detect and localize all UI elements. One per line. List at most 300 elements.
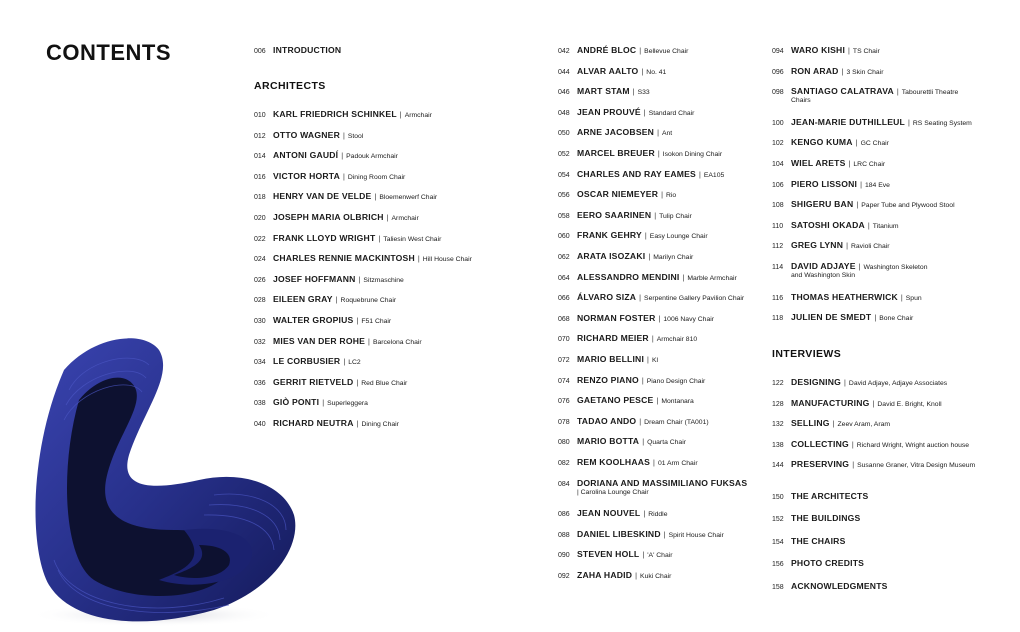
page-number: 076 <box>558 398 570 406</box>
separator: | <box>630 87 637 97</box>
toc-entry[interactable] <box>558 395 694 407</box>
separator: | <box>354 419 361 428</box>
entry-subtitle: LC2 <box>348 359 361 367</box>
entry-subtitle: 1006 Navy Chair <box>663 315 715 323</box>
page-number: 122 <box>772 380 784 387</box>
toc-entry[interactable] <box>558 45 688 57</box>
entry-subtitle: Quarta Chair <box>647 439 686 447</box>
entry-subtitle: Armchair <box>391 215 419 222</box>
entry-name: JOSEF HOFFMANN <box>273 273 356 284</box>
separator: | <box>641 509 648 519</box>
entry-name: PRESERVING <box>791 459 850 470</box>
separator: | <box>637 293 644 303</box>
toc-entry[interactable] <box>558 210 692 222</box>
entry-name: VICTOR HORTA <box>273 170 341 181</box>
entry-name: GAETANO PESCE <box>577 395 654 406</box>
entry-subtitle: Roquebrune Chair <box>340 297 397 305</box>
entry-name: GIÒ PONTI <box>273 397 320 408</box>
toc-entry[interactable] <box>772 158 885 170</box>
entry-name: CHARLES RENNIE MACKINTOSH <box>273 253 415 264</box>
page-number: 036 <box>254 379 266 387</box>
toc-entry[interactable] <box>558 86 650 98</box>
entry-name: JULIEN DE SMEDT <box>791 312 872 323</box>
separator: | <box>651 458 657 467</box>
entry-name: MART STAM <box>577 86 630 97</box>
page-number: 102 <box>772 140 784 148</box>
entry-name: ANTONI GAUDÍ <box>273 150 339 161</box>
entry-name: SATOSHI OKADA <box>791 219 865 230</box>
entry-subtitle: Dining Room Chair <box>347 173 406 181</box>
entry-subtitle: 'A' Chair <box>647 552 673 560</box>
entry-subtitle: Stool <box>347 132 364 140</box>
entry-subtitle: EA105 <box>703 171 725 179</box>
entry-subtitle: Bone Chair <box>879 315 914 323</box>
toc-entry[interactable] <box>558 127 672 139</box>
entry-subtitle: TS Chair <box>852 48 880 55</box>
toc-entry[interactable] <box>772 581 888 593</box>
separator: | <box>637 46 644 55</box>
entry-subtitle: No. 41 <box>646 68 667 76</box>
toc-entry[interactable] <box>772 137 889 149</box>
separator: | <box>858 179 864 189</box>
toc-entry[interactable] <box>772 45 880 57</box>
entry-subtitle: Red Blue Chair <box>361 379 408 387</box>
toc-entry[interactable] <box>558 251 693 263</box>
entry-name: REM KOOLHAAS <box>577 457 651 467</box>
entry-subtitle: Hill House Chair <box>422 256 472 264</box>
entry-subtitle: Marilyn Chair <box>653 254 694 261</box>
separator: | <box>844 241 850 251</box>
entry-subtitle: Bloemenwerf Chair <box>379 194 438 202</box>
page-number: 058 <box>558 212 570 220</box>
separator: | <box>654 396 661 406</box>
toc-entry-introduction[interactable] <box>254 45 341 57</box>
page-number: 044 <box>558 68 570 76</box>
toc-entry[interactable] <box>772 179 890 191</box>
entry-subtitle: Marble Armchair <box>687 274 737 282</box>
page-number: 156 <box>772 561 784 569</box>
separator: | <box>652 210 659 220</box>
page-number: 070 <box>558 336 570 344</box>
page-number: 032 <box>254 338 266 346</box>
entry-name: KARL FRIEDRICH SCHINKEL <box>273 109 397 119</box>
entry-subtitle: Standard Chair <box>648 109 695 117</box>
toc-entry[interactable] <box>772 199 955 211</box>
entry-name: MANUFACTURING <box>791 397 870 408</box>
page-number: 138 <box>772 441 784 449</box>
page-number: 040 <box>254 421 266 428</box>
blue-chair-illustration <box>24 330 304 630</box>
entry-name: EILEEN GRAY <box>273 294 333 305</box>
separator: | <box>842 378 848 387</box>
entry-name: JEAN PROUVÉ <box>577 106 641 117</box>
toc-entry[interactable] <box>772 459 975 471</box>
entry-subtitle: | Carolina Lounge Chair <box>577 488 649 496</box>
entry-subtitle: Easy Lounge Chair <box>649 233 708 241</box>
entry-name: ÁLVARO SIZA <box>577 292 637 303</box>
toc-entry[interactable] <box>254 418 399 430</box>
page-number: 056 <box>558 192 570 200</box>
entry-name: COLLECTING <box>791 438 849 449</box>
entry-subtitle: S33 <box>637 89 650 97</box>
toc-entry[interactable] <box>772 418 890 430</box>
page-number: 088 <box>558 531 570 539</box>
entry-name: INTRODUCTION <box>273 45 342 55</box>
toc-entry[interactable] <box>558 549 673 561</box>
separator: | <box>696 169 703 179</box>
separator: | <box>415 254 422 264</box>
entry-name: WIEL ARETS <box>791 158 846 168</box>
page-number: 080 <box>558 439 570 447</box>
entry-subtitle: Titanium <box>872 222 899 230</box>
separator: | <box>659 190 665 200</box>
entry-subtitle: Montanara <box>661 398 694 406</box>
page-number: 064 <box>558 274 570 282</box>
separator: | <box>340 130 347 140</box>
page-number: 038 <box>254 400 266 408</box>
page-number: 116 <box>772 294 784 302</box>
entry-subtitle: Spirit House Chair <box>668 531 724 539</box>
separator: | <box>849 439 856 449</box>
toc-entry[interactable] <box>254 191 437 203</box>
page-number: 028 <box>254 297 266 305</box>
entry-name: STEVEN HOLL <box>577 549 640 560</box>
entry-name: RICHARD MEIER <box>577 333 649 344</box>
toc-entry[interactable] <box>772 117 972 129</box>
separator: | <box>341 171 347 181</box>
entry-subtitle: Bellevue Chair <box>644 48 689 55</box>
entry-subtitle: Superleggera <box>327 400 368 408</box>
page-number: 152 <box>772 516 784 524</box>
entry-name: NORMAN FOSTER <box>577 312 656 323</box>
page-number: 150 <box>772 494 784 501</box>
toc-entry[interactable] <box>558 230 708 242</box>
page-number: 158 <box>772 583 784 591</box>
page-number: 110 <box>772 222 784 230</box>
page-number: 018 <box>254 194 266 202</box>
entry-name: OSCAR NIEMEYER <box>577 189 659 200</box>
separator: | <box>341 357 348 367</box>
toc-entry[interactable] <box>772 261 928 279</box>
entry-subtitle-line2: Chairs <box>791 97 811 105</box>
entry-subtitle: Isokon Dining Chair <box>662 151 723 158</box>
toc-entry[interactable] <box>558 436 686 448</box>
entry-name: ZAHA HADID <box>577 570 633 580</box>
entry-name: DESIGNING <box>791 377 842 387</box>
entry-subtitle: Ravioli Chair <box>850 243 890 251</box>
page-number: 024 <box>254 256 266 264</box>
entry-subtitle: LRC Chair <box>853 161 886 168</box>
page-number: 114 <box>772 264 784 271</box>
entry-name: OTTO WAGNER <box>273 129 340 140</box>
entry-subtitle: Washington Skeleton <box>863 264 928 271</box>
page-number: 006 <box>254 48 266 55</box>
toc-entry[interactable] <box>558 375 705 387</box>
separator: | <box>870 398 877 408</box>
toc-entry[interactable] <box>254 294 396 306</box>
toc-entry[interactable] <box>772 220 899 232</box>
entry-name: EERO SAARINEN <box>577 209 652 220</box>
page-number: 014 <box>254 153 266 161</box>
separator: | <box>655 128 661 138</box>
entry-name: SHIGERU BAN <box>791 199 854 210</box>
entry-name: ALESSANDRO MENDINI <box>577 271 680 282</box>
entry-subtitle: GC Chair <box>860 140 889 148</box>
page-number: 094 <box>772 48 784 55</box>
toc-entry[interactable] <box>772 558 864 570</box>
page-number: 082 <box>558 460 570 467</box>
separator: | <box>642 231 649 241</box>
separator: | <box>850 460 857 470</box>
toc-entry[interactable] <box>772 536 846 548</box>
toc-entry[interactable] <box>254 130 363 142</box>
entry-name: ACKNOWLEDGMENTS <box>791 580 888 591</box>
separator: | <box>633 571 640 580</box>
toc-entry[interactable] <box>558 148 722 160</box>
entry-name: GREG LYNN <box>791 240 844 251</box>
toc-entry[interactable] <box>558 169 724 181</box>
page-number: 020 <box>254 215 266 222</box>
toc-entry[interactable] <box>558 333 697 345</box>
separator: | <box>333 295 340 305</box>
entry-name: WARO KISHI <box>791 45 846 55</box>
entry-name: THOMAS HEATHERWICK <box>791 291 898 302</box>
page-number: 100 <box>772 119 784 127</box>
toc-entry[interactable] <box>558 313 714 325</box>
entry-name: ARNE JACOBSEN <box>577 127 655 138</box>
separator: | <box>645 355 651 364</box>
entry-subtitle: F51 Chair <box>361 318 392 325</box>
page-number: 030 <box>254 318 266 325</box>
toc-entry[interactable] <box>772 292 922 304</box>
entry-name: TADAO ANDO <box>577 415 637 426</box>
separator: | <box>856 262 863 271</box>
page-number: 046 <box>558 89 570 97</box>
entry-subtitle: Barcelona Chair <box>372 338 422 346</box>
page-number: 060 <box>558 233 570 241</box>
entry-name: LE CORBUSIER <box>273 356 341 367</box>
separator: | <box>397 110 404 119</box>
separator: | <box>839 66 846 76</box>
separator: | <box>661 529 668 539</box>
separator: | <box>639 375 646 385</box>
separator: | <box>872 313 879 323</box>
entry-subtitle: Armchair 810 <box>656 336 698 344</box>
separator: | <box>656 313 663 323</box>
entry-name: ANDRÉ BLOC <box>577 45 637 55</box>
page-number: 072 <box>558 357 570 364</box>
entry-subtitle: 01 Arm Chair <box>657 460 698 467</box>
toc-entry[interactable] <box>558 416 709 428</box>
separator: | <box>830 419 837 429</box>
page-title: CONTENTS <box>46 40 171 65</box>
toc-entry[interactable] <box>772 398 942 410</box>
separator: | <box>320 398 327 408</box>
separator: | <box>339 151 346 161</box>
page-number: 144 <box>772 462 784 470</box>
toc-entry[interactable] <box>254 336 422 348</box>
entry-subtitle: Armchair <box>404 112 432 119</box>
toc-entry[interactable] <box>254 397 368 409</box>
entry-name: WALTER GROPIUS <box>273 315 354 325</box>
toc-entry[interactable] <box>254 274 404 286</box>
entry-subtitle: Dining Chair <box>361 421 399 428</box>
separator: | <box>846 159 853 168</box>
toc-entry[interactable] <box>772 86 959 105</box>
entry-name: MARCEL BREUER <box>577 148 655 158</box>
page-number: 112 <box>772 243 784 251</box>
toc-entry[interactable] <box>772 513 860 525</box>
toc-entry[interactable] <box>772 491 868 503</box>
page-number: 074 <box>558 377 570 385</box>
entry-subtitle: RS Seating System <box>912 119 972 127</box>
toc-entry[interactable] <box>558 354 658 366</box>
entry-subtitle: Tabourettli Theatre <box>901 89 959 97</box>
toc-entry[interactable] <box>558 570 671 582</box>
page-number: 106 <box>772 181 784 189</box>
page-number: 026 <box>254 276 266 284</box>
toc-entry[interactable] <box>254 171 405 183</box>
entry-subtitle: Zeev Aram, Aram <box>837 421 891 429</box>
entry-name: JEAN NOUVEL <box>577 508 641 519</box>
page-number: 108 <box>772 202 784 210</box>
toc-entry[interactable] <box>558 529 724 541</box>
separator: | <box>376 233 383 243</box>
entry-name: SANTIAGO CALATRAVA <box>791 86 894 97</box>
entry-name: PIERO LISSONI <box>791 178 858 189</box>
entry-subtitle: Riddle <box>648 511 668 519</box>
page-number: 010 <box>254 112 266 119</box>
separator: | <box>641 107 648 117</box>
page-number: 052 <box>558 151 570 158</box>
entry-name: ARATA ISOZAKI <box>577 251 646 261</box>
separator: | <box>680 272 687 282</box>
page-number: 118 <box>772 315 784 323</box>
separator: | <box>898 292 905 302</box>
toc-entry[interactable] <box>558 272 737 284</box>
page-number: 132 <box>772 421 784 429</box>
separator: | <box>366 336 372 346</box>
page-number: 050 <box>558 130 570 138</box>
separator: | <box>646 252 653 261</box>
page-number: 066 <box>558 295 570 303</box>
toc-entry[interactable] <box>254 356 361 368</box>
page-number: 154 <box>772 538 784 546</box>
toc-entry[interactable] <box>558 292 744 304</box>
entry-name: SELLING <box>791 418 830 429</box>
entry-name: GERRIT RIETVELD <box>273 376 354 387</box>
entry-name: RON ARAD <box>791 65 839 76</box>
entry-name: DAVID ADJAYE <box>791 261 856 271</box>
separator: | <box>356 274 363 284</box>
toc-entry[interactable] <box>558 457 698 469</box>
entry-subtitle: Kuki Chair <box>640 573 672 580</box>
toc-entry[interactable] <box>254 253 472 265</box>
page-number: 090 <box>558 552 570 560</box>
entry-subtitle: Padouk Armchair <box>346 153 398 161</box>
toc-entry[interactable] <box>254 109 432 121</box>
toc-entry[interactable] <box>558 508 667 520</box>
separator: | <box>853 138 860 148</box>
separator: | <box>640 437 647 447</box>
separator: | <box>639 66 646 76</box>
page-number: 086 <box>558 511 570 519</box>
entry-subtitle: Dream Chair (TA001) <box>644 418 709 426</box>
page-number: 084 <box>558 480 570 488</box>
toc-entry[interactable] <box>254 212 419 224</box>
toc-entry[interactable] <box>558 107 694 119</box>
separator: | <box>655 149 662 158</box>
page-number: 042 <box>558 48 570 55</box>
entry-subtitle: Kl <box>651 357 658 364</box>
page-number: 048 <box>558 109 570 117</box>
toc-entry[interactable] <box>254 233 441 245</box>
entry-name: RENZO PIANO <box>577 374 639 385</box>
entry-name: ALVAR AALTO <box>577 65 639 76</box>
separator: | <box>894 87 901 97</box>
separator: | <box>865 220 872 230</box>
separator: | <box>354 377 361 387</box>
entry-name: FRANK GEHRY <box>577 230 642 241</box>
entry-name: MIES VAN DER ROHE <box>273 335 366 346</box>
toc-entry[interactable] <box>254 315 391 327</box>
toc-entry[interactable] <box>558 477 748 496</box>
separator: | <box>354 316 361 325</box>
entry-subtitle: Richard Wright, Wright auction house <box>856 441 970 449</box>
entry-subtitle: David E. Bright, Knoll <box>877 400 942 408</box>
toc-entry[interactable] <box>254 150 398 162</box>
toc-entry[interactable] <box>772 66 884 78</box>
entry-name: JOSEPH MARIA OLBRICH <box>273 212 384 222</box>
entry-subtitle: Serpentine Gallery Pavilion Chair <box>644 295 745 303</box>
entry-name: FRANK LLOYD WRIGHT <box>273 232 376 243</box>
entry-name: RICHARD NEUTRA <box>273 418 354 428</box>
separator: | <box>640 550 647 560</box>
separator: | <box>854 200 861 210</box>
toc-entry[interactable] <box>254 377 407 389</box>
toc-entry[interactable] <box>772 439 969 451</box>
entry-name: MARIO BELLINI <box>577 354 645 364</box>
entry-subtitle-line2: and Washington Skin <box>791 272 855 279</box>
entry-name: HENRY VAN DE VELDE <box>273 191 372 202</box>
page-number: 098 <box>772 89 784 97</box>
entry-subtitle: 3 Skin Chair <box>846 68 884 76</box>
page-number: 092 <box>558 573 570 580</box>
toc-entry[interactable] <box>772 312 913 324</box>
toc-entry[interactable] <box>772 240 890 252</box>
entry-subtitle: Sitzmaschine <box>363 276 404 284</box>
entry-subtitle: Taliesin West Chair <box>383 235 442 243</box>
entry-name: THE CHAIRS <box>791 535 846 546</box>
page-number: 068 <box>558 315 570 323</box>
toc-entry[interactable] <box>558 66 666 78</box>
separator: | <box>649 334 656 344</box>
entry-subtitle: Susanne Graner, Vitra Design Museum <box>857 462 976 470</box>
separator: | <box>846 46 852 55</box>
page-number: 104 <box>772 161 784 168</box>
entry-name: DORIANA AND MASSIMILIANO FUKSAS <box>577 477 748 488</box>
page-number: 016 <box>254 173 266 181</box>
section-heading-interviews: INTERVIEWS <box>772 348 842 360</box>
entry-name: KENGO KUMA <box>791 137 853 148</box>
entry-subtitle: Tulip Chair <box>659 212 692 220</box>
separator: | <box>384 213 391 222</box>
entry-name: DANIEL LIBESKIND <box>577 528 661 539</box>
toc-entry[interactable] <box>558 189 676 201</box>
toc-entry[interactable] <box>772 377 947 389</box>
separator: | <box>372 192 379 202</box>
entry-subtitle: David Adjaye, Adjaye Associates <box>848 380 948 387</box>
